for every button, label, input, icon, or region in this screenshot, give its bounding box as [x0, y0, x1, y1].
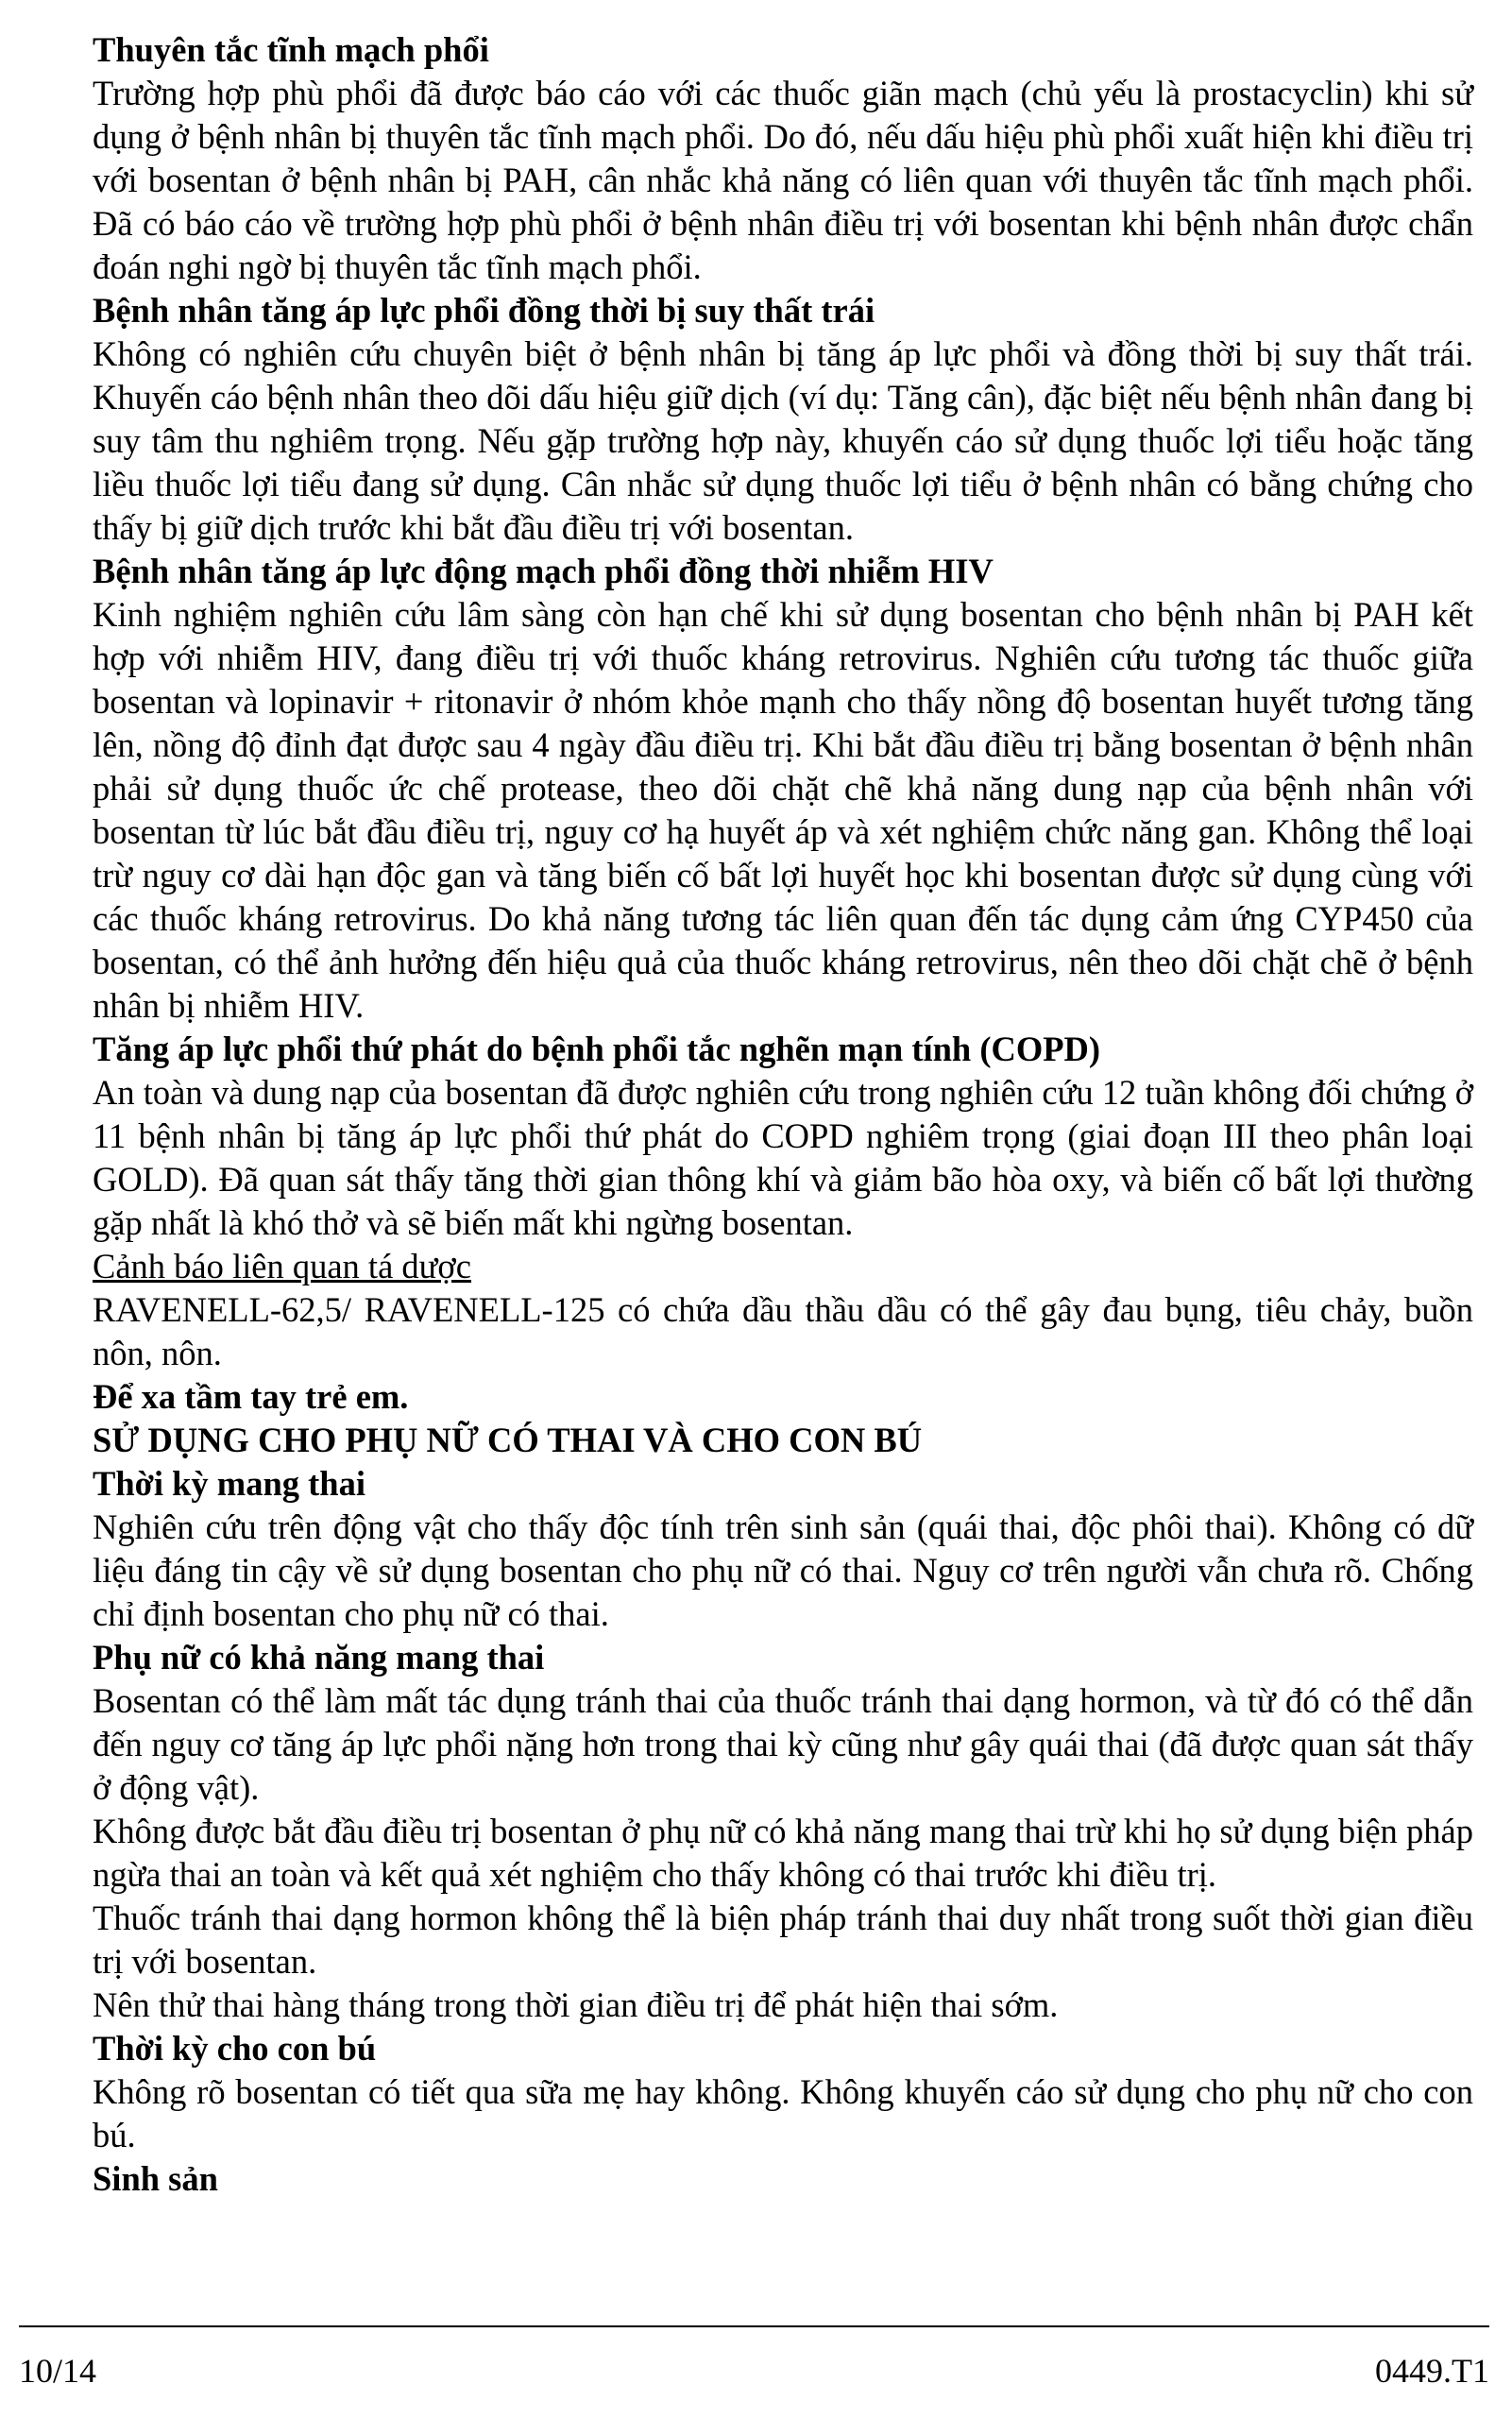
paragraph: RAVENELL-62,5/ RAVENELL-125 có chứa dầu thầu dầu có thể gây đau bụng, tiêu chảy, buồn nôn, nôn.	[93, 1290, 1473, 1372]
paragraph: Kinh nghiệm nghiên cứu lâm sàng còn hạn chế khi sử dụng bosentan cho bệnh nhân bị PAH kết hợp với nhiễm HIV, đang điều trị với thuốc kháng retrovirus. Nghiên cứu tương tác thuốc giữa bosentan và lopinavir + ritonavir ở nhóm khỏe mạnh cho thấy nồng độ bosentan huyết tương tăng lên, nồng độ đỉnh đạt được sau 4 ngày đầu điều trị. Khi bắt đầu điều trị bằng bosentan ở bệnh nhân phải sử dụng thuốc ức chế protease, theo dõi chặt chẽ khả năng dung nạp của bệnh nhân với bosentan từ lúc bắt đầu điều trị, nguy cơ hạ huyết áp và xét nghiệm chức năng gan. Không thể loại trừ nguy cơ dài hạn độc gan và tăng biến cố bất lợi huyết học khi bosentan được sử dụng cùng với các thuốc kháng retrovirus. Do khả năng tương tác liên quan đến tác dụng cảm ứng CYP450 của bosentan, có thể ảnh hưởng đến hiệu quả của thuốc kháng retrovirus, nên theo dõi chặt chẽ ở bệnh nhân bị nhiễm HIV.	[93, 595, 1473, 1025]
paragraph: An toàn và dung nạp của bosentan đã được nghiên cứu trong nghiên cứu 12 tuần không đối chứng ở 11 bệnh nhân bị tăng áp lực phổi thứ phát do COPD nghiêm trọng (giai đoạn III theo phân loại GOLD). Đã quan sát thấy tăng thời gian thông khí và giảm bão hòa oxy, và biến cố bất lợi thường gặp nhất là khó thở và sẽ biến mất khi ngừng bosentan.	[93, 1073, 1473, 1242]
paragraph: Không được bắt đầu điều trị bosentan ở phụ nữ có khả năng mang thai trừ khi họ sử dụng biện pháp ngừa thai an toàn và kết quả xét nghiệm cho thấy không có thai trước khi điều trị.	[93, 1812, 1473, 1894]
paragraph: Không rõ bosentan có tiết qua sữa mẹ hay không. Không khuyến cáo sử dụng cho phụ nữ cho con bú.	[93, 2072, 1473, 2154]
heading-pulmonary-veno-occlusive: Thuyên tắc tĩnh mạch phổi	[93, 30, 489, 69]
paragraph: Bosentan có thể làm mất tác dụng tránh thai của thuốc tránh thai dạng hormon, và từ đó có thể dẫn đến nguy cơ tăng áp lực phổi nặng hơn trong thai kỳ cũng như gây quái thai (đã được quan sát thấy ở động vật).	[93, 1681, 1473, 1807]
heading-pregnancy: Thời kỳ mang thai	[93, 1464, 365, 1503]
footer-divider	[19, 2325, 1489, 2327]
document-code: 0449.T1	[1375, 2352, 1489, 2390]
subheading-excipient-warning: Cảnh báo liên quan tá dược	[93, 1247, 471, 1286]
section-title-pregnancy-lactation: SỬ DỤNG CHO PHỤ NỮ CÓ THAI VÀ CHO CON BÚ	[93, 1421, 923, 1459]
heading-left-ventricular-failure: Bệnh nhân tăng áp lực phổi đồng thời bị suy thất trái	[93, 291, 875, 330]
document-body	[93, 28, 1473, 2201]
paragraph: Nghiên cứu trên động vật cho thấy độc tính trên sinh sản (quái thai, độc phôi thai). Không có dữ liệu đáng tin cậy về sử dụng bosentan cho phụ nữ có thai. Nguy cơ trên người vẫn chưa rõ. Chống chỉ định bosentan cho phụ nữ có thai.	[93, 1507, 1473, 1633]
page-number: 10/14	[19, 2352, 97, 2390]
heading-childbearing-potential: Phụ nữ có khả năng mang thai	[93, 1638, 545, 1677]
heading-lactation: Thời kỳ cho con bú	[93, 2029, 377, 2068]
heading-hiv: Bệnh nhân tăng áp lực động mạch phổi đồng thời nhiễm HIV	[93, 552, 994, 590]
heading-fertility: Sinh sản	[93, 2159, 218, 2198]
heading-copd: Tăng áp lực phổi thứ phát do bệnh phổi tắc nghẽn mạn tính (COPD)	[93, 1030, 1101, 1068]
paragraph: Trường hợp phù phổi đã được báo cáo với các thuốc giãn mạch (chủ yếu là prostacyclin) khi sử dụng ở bệnh nhân bị thuyên tắc tĩnh mạch phổi. Do đó, nếu dấu hiệu phù phổi xuất hiện khi điều trị với bosentan ở bệnh nhân bị PAH, cân nhắc khả năng có liên quan với thuyên tắc tĩnh mạch phổi. Đã có báo cáo về trường hợp phù phổi ở bệnh nhân điều trị với bosentan khi bệnh nhân được chẩn đoán nghi ngờ bị thuyên tắc tĩnh mạch phổi.	[93, 74, 1473, 286]
paragraph: Thuốc tránh thai dạng hormon không thể là biện pháp tránh thai duy nhất trong suốt thời gian điều trị với bosentan.	[93, 1899, 1473, 1981]
paragraph: Nên thử thai hàng tháng trong thời gian điều trị để phát hiện thai sớm.	[93, 1985, 1059, 2024]
paragraph: Không có nghiên cứu chuyên biệt ở bệnh nhân bị tăng áp lực phổi và đồng thời bị suy thất trái. Khuyến cáo bệnh nhân theo dõi dấu hiệu giữ dịch (ví dụ: Tăng cân), đặc biệt nếu bệnh nhân đang bị suy tâm thu nghiêm trọng. Nếu gặp trường hợp này, khuyến cáo sử dụng thuốc lợi tiểu hoặc tăng liều thuốc lợi tiểu đang sử dụng. Cân nhắc sử dụng thuốc lợi tiểu ở bệnh nhân có bằng chứng cho thấy bị giữ dịch trước khi bắt đầu điều trị với bosentan.	[93, 334, 1473, 547]
heading-keep-away-from-children: Để xa tầm tay trẻ em.	[93, 1377, 409, 1416]
